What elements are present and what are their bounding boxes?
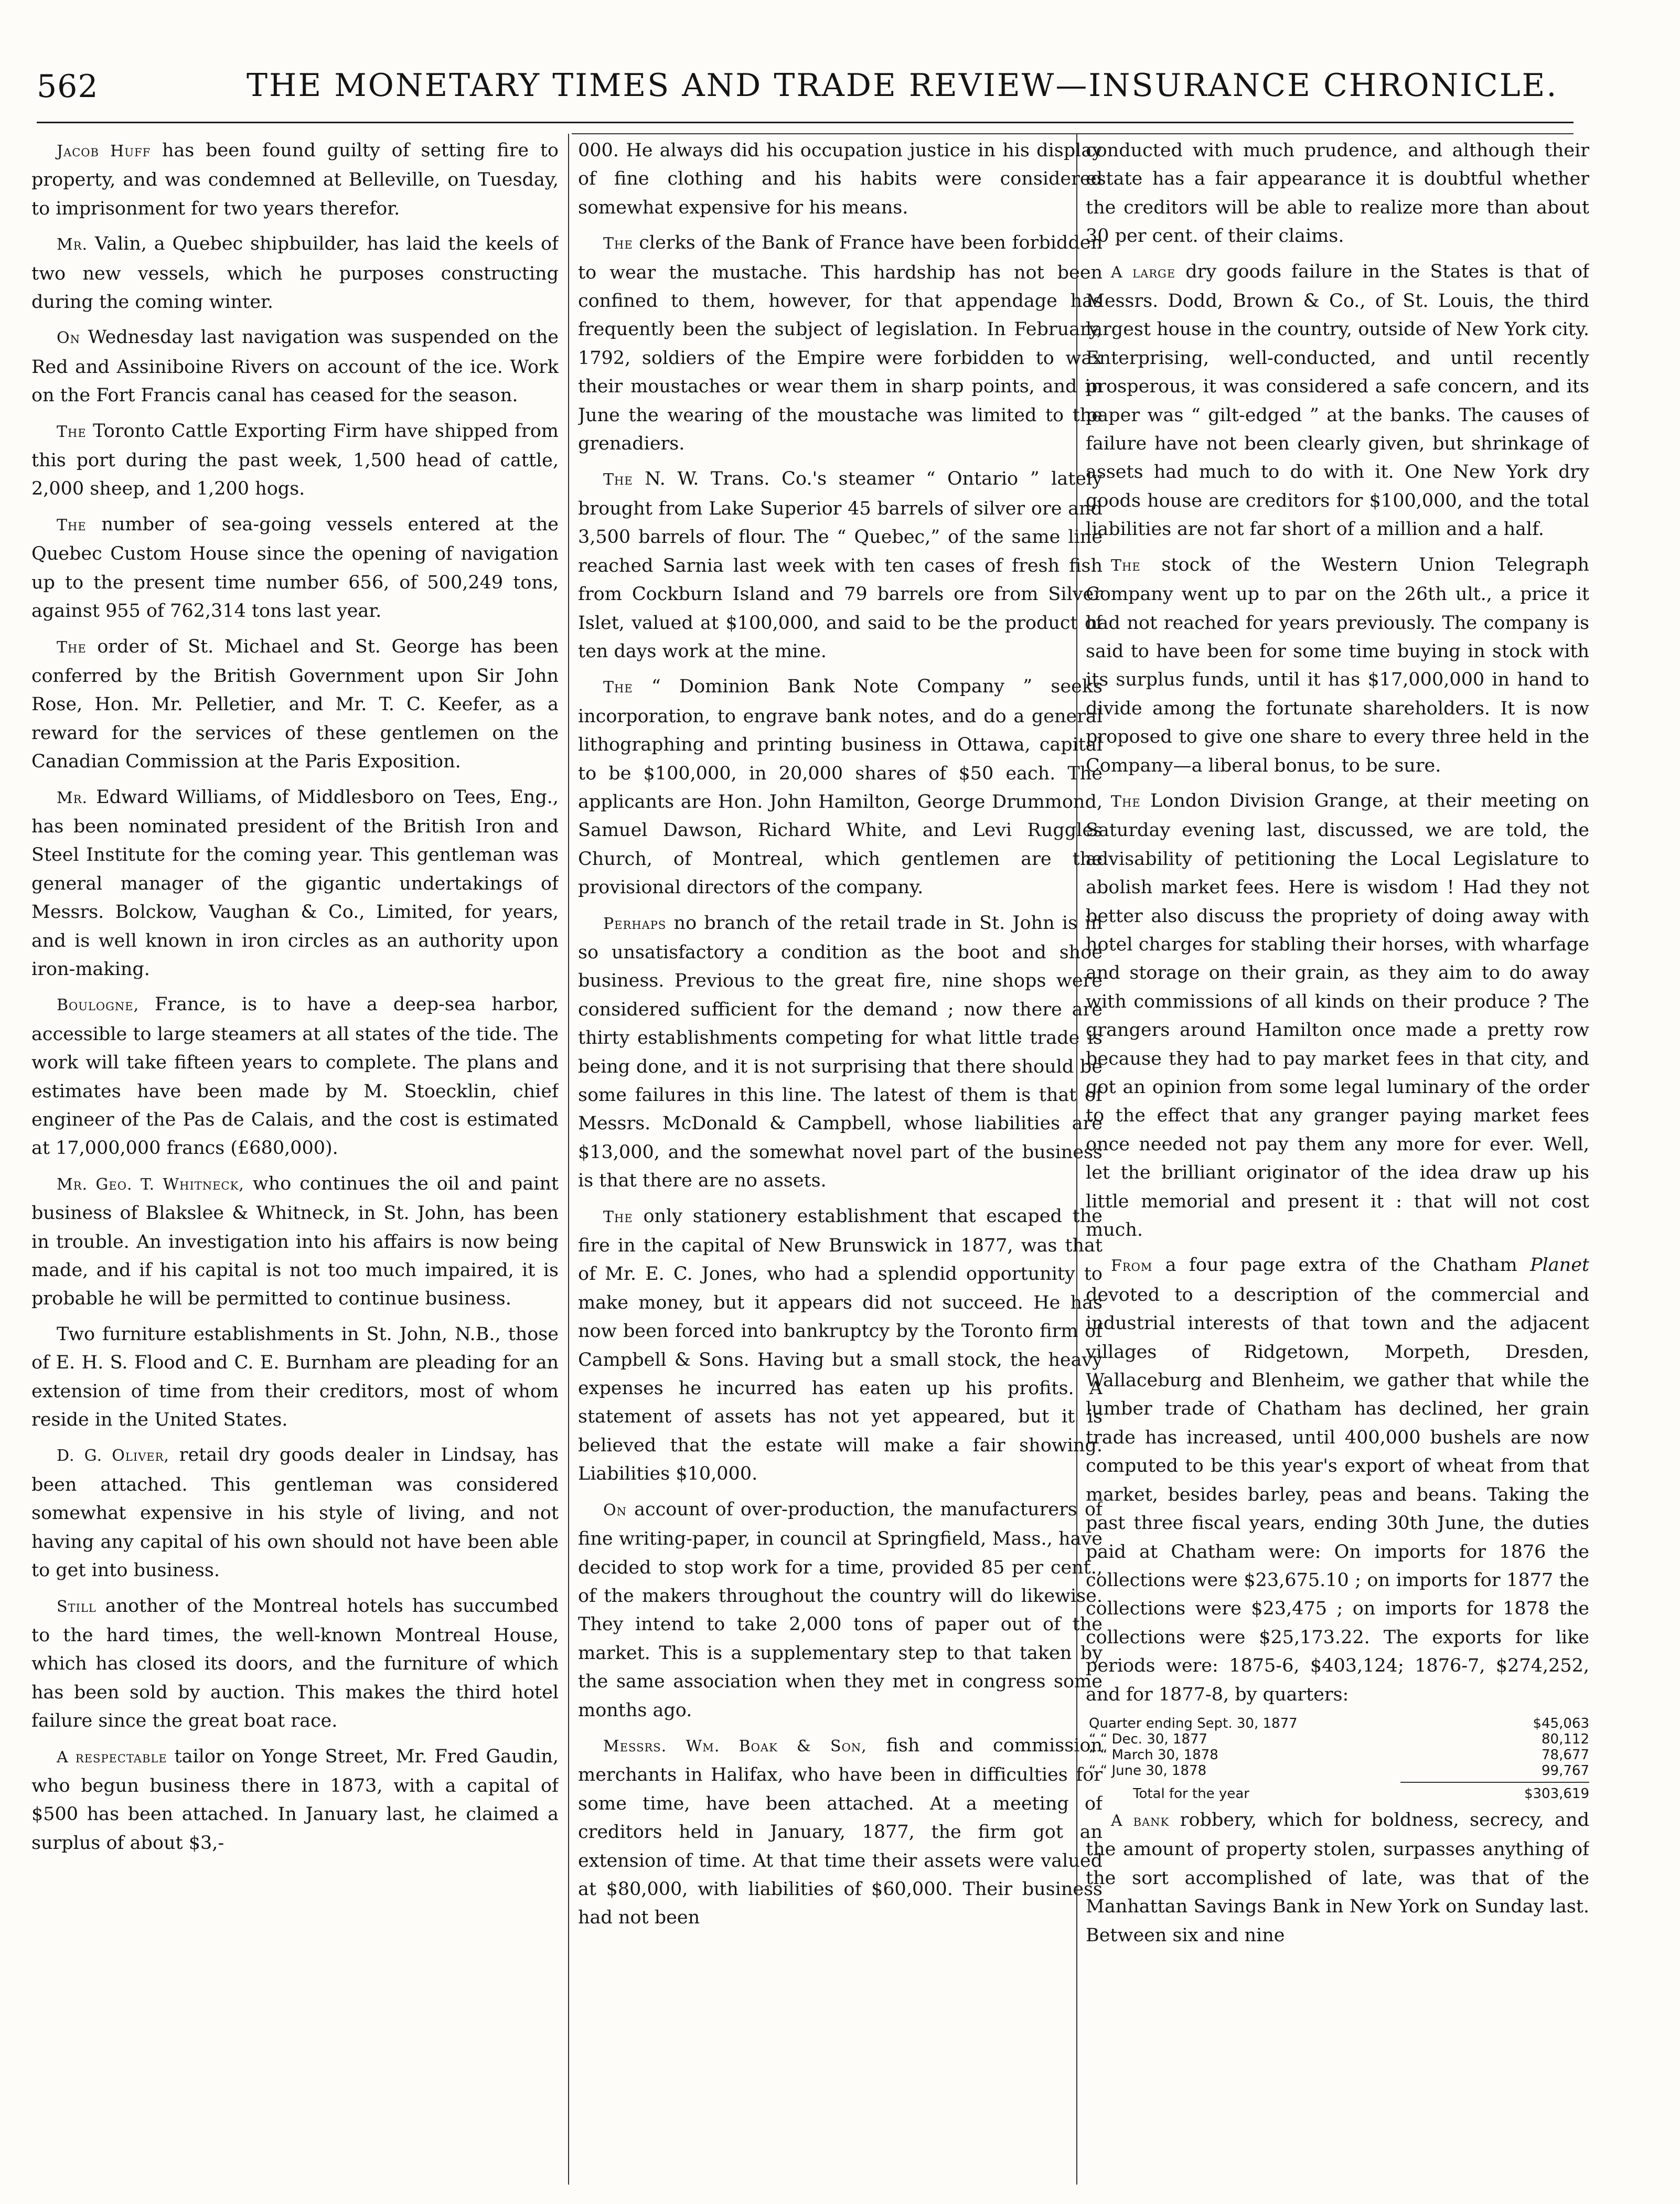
article-paragraph-chatham xyxy=(1086,1251,1589,1709)
lead-in: Mr. xyxy=(57,236,88,254)
column-divider xyxy=(568,134,569,2185)
column-3-paragraphs-a xyxy=(1086,136,1589,1244)
lead-in: The xyxy=(603,678,633,697)
article-paragraph xyxy=(578,909,1103,1195)
article-paragraph xyxy=(578,1202,1103,1489)
column-1 xyxy=(31,136,559,2182)
lead-in: Boulogne, xyxy=(57,996,140,1015)
table-row xyxy=(1086,1747,1589,1763)
paragraph-text: another of the Montreal hotels has succumbed to the hard times, the well-known Montreal House, which has closed its doors, and the furniture of which has been sold by auction. This makes the third hotel failure since the great boat race. xyxy=(31,1595,559,1732)
column-3 xyxy=(1086,136,1589,2182)
lead-in: On xyxy=(603,1501,627,1520)
lead-in: The xyxy=(603,234,633,253)
article-paragraph xyxy=(31,1592,559,1736)
article-paragraph xyxy=(578,465,1103,666)
article-paragraph xyxy=(1086,551,1589,780)
paragraph-text: account of over-production, the manufacturers of fine writing-paper, in council at Springfield, Mass., have decided to stop work for a time, provided 85 per cent., of the makers throughout the country will do likewise. They intend to take 2,000 tons of paper out of the market. This is a supplementary step to that taken by the same association when they met in congress some months ago. xyxy=(578,1499,1103,1721)
lead-in: The xyxy=(603,1207,633,1226)
paragraph-text: devoted to a description of the commercial and industrial interests of that town and the adjacent villages of Ridgetown, Morpeth, Dresden, Wallaceburg and Blenheim, we gather that while the lumber trade of Chatham has declined, her grain trade has increased, until 400,000 bushels are now computed to be this year's export of wheat from that market, besides barley, peas and beans. Taking the past three fiscal years, ending 30th June, the duties paid at Chatham were: On imports for 1876 the collections were $23,675.10 ; on imports for 1877 the collections were $23,475 ; on imports for 1878 the collections were $25,173.22. The exports for like periods were: 1875-6, $403,124; 1876-7, $274,252, and for 1877-8, by quarters: xyxy=(1086,1284,1589,1705)
header-rule xyxy=(37,122,1574,123)
quarter-label: Quarter ending Sept. 30, 1877 xyxy=(1089,1715,1298,1731)
paragraph-text: 000. He always did his occupation justice in his display of fine clothing and his habits were considered somewhat expensive for his means. xyxy=(578,140,1103,218)
paragraph-text: London Division Grange, at their meeting on Saturday evening last, discussed, we are told, the advisability of petitioning the Local Legislature to abolish market fees. Here is wisdom ! Had they not better also discuss the propriety of doing away with hotel charges for stabling their horses, with wharfage and storage on their grain, as they aim to do away with commissions of all kinds on their produce ? The grangers around Hamilton once made a pretty row because they had to pay market fees in that city, and got an opinion from some legal luminary of the order to the effect that any granger paying market fees once needed not pay them any more for ever. Well, let the brilliant originator of the idea draw up his little memorial and present it : that will not cost much. xyxy=(1086,790,1589,1241)
table-row xyxy=(1086,1731,1589,1747)
lead-in: The xyxy=(57,422,87,441)
lead-in: The xyxy=(57,516,87,534)
lead-in: Mr. Geo. T. Whitneck, xyxy=(57,1175,244,1194)
article-paragraph xyxy=(31,1170,559,1313)
lead-in: A bank xyxy=(1111,1811,1170,1830)
lead-in: The xyxy=(603,470,633,489)
lead-in: The xyxy=(1111,556,1141,575)
lead-in: A large xyxy=(1111,263,1176,282)
paragraph-text: order of St. Michael and St. George has been conferred by the British Government upon Sir John Rose, Hon. Mr. Pelletier, and Mr. T. C. Keefer, as a reward for the services of these gentlemen on the Canadian Commission at the Paris Exposition. xyxy=(31,636,559,773)
article-paragraph xyxy=(31,990,559,1162)
page-number: 562 xyxy=(37,68,99,105)
newspaper-name: Planet xyxy=(1530,1255,1589,1276)
lead-in: The xyxy=(1111,792,1141,811)
article-paragraph xyxy=(31,783,559,984)
lead-in: Perhaps xyxy=(603,914,667,933)
column-3-paragraphs-b xyxy=(1086,1806,1589,1950)
paragraph-text: France, is to have a deep-sea harbor, accessible to large steamers at all states of the tide. The work will take fifteen years to complete. The plans and estimates have been made by M. Stoecklin, chief engineer of the Pas de Calais, and the cost is estimated at 17,000,000 francs (£680,000). xyxy=(31,994,559,1159)
paragraph-text: tailor on Yonge Street, Mr. Fred Gaudin, who begun business there in 1873, with a capital of $500 has been attached. In January last, he claimed a surplus of about $3,- xyxy=(31,1746,559,1854)
article-paragraph xyxy=(578,672,1103,902)
article-paragraph xyxy=(1086,787,1589,1245)
article-paragraph xyxy=(578,136,1103,222)
lead-in: Messrs. Wm. Boak & Son, xyxy=(603,1737,867,1756)
article-paragraph xyxy=(31,633,559,776)
paragraph-text: conducted with much prudence, and although their estate has a fair appearance it is doubtful whether the creditors will be able to realize more than about 30 per cent. of their claims. xyxy=(1086,140,1589,247)
paragraph-text: number of sea-going vessels entered at the Quebec Custom House since the opening of navigation up to the present time number 656, of 500,249 tons, against 955 of 762,314 tons last year. xyxy=(31,513,559,622)
article-paragraph xyxy=(578,1495,1103,1725)
article-paragraph xyxy=(1086,136,1589,251)
article-paragraph xyxy=(1086,1806,1589,1950)
article-paragraph xyxy=(31,1320,559,1435)
article-paragraph xyxy=(31,1441,559,1585)
paragraph-text: “ Dominion Bank Note Company ” seeks incorporation, to engrave bank notes, and do a general lithographing and printing business in Ottawa, capital to be $100,000, in 20,000 shares of $50 each. The applicants are Hon. John Hamilton, George Drummond, Samuel Dawson, Richard White, and Levi Ruggles Church, of Montreal, which gentlemen are the provisional directors of the company. xyxy=(578,676,1103,898)
article-paragraph xyxy=(31,417,559,504)
page-title: THE MONETARY TIMES AND TRADE REVIEW—INSURANCE CHRONICLE. xyxy=(247,67,1558,104)
column-2 xyxy=(578,136,1103,2182)
paragraph-text: Edward Williams, of Middlesboro on Tees, Eng., has been nominated president of the British Iron and Steel Institute for the coming year. This gentleman was general manager of the gigantic undertakings of Messrs. Bolckow, Vaughan & Co., Limited, for years, and is well known in iron circles as an authority upon iron-making. xyxy=(31,786,559,980)
paragraph-text: no branch of the retail trade in St. John is in so unsatisfactory a condition as the boot and shoe business. Previous to the great fire, nine shops were considered sufficient for the demand ; now there are thirty establishments competing for what little trade is being done, and it is not surprising that there should be some failures in this line. The latest of them is that of Messrs. McDonald & Campbell, whose liabilities are $13,000, and the somewhat novel part of the business is that there are no assets. xyxy=(578,912,1103,1192)
paragraph-text: Valin, a Quebec shipbuilder, has laid the keels of two new vessels, which he purposes constructing during the coming winter. xyxy=(31,233,559,313)
quarter-value: 78,677 xyxy=(1542,1747,1589,1763)
total-value: $303,619 xyxy=(1524,1785,1589,1802)
lead-in: On xyxy=(57,329,80,348)
quarter-value: $45,063 xyxy=(1533,1715,1589,1731)
paragraph-text: robbery, which for boldness, secrecy, and the amount of property stolen, surpasses anything of the sort accomplished of late, was that of the Manhattan Savings Bank in New York on Sunday last. Between six and nine xyxy=(1086,1809,1589,1946)
exports-by-quarter-table xyxy=(1086,1716,1589,1779)
article-paragraph xyxy=(578,229,1103,458)
paragraph-text: who continues the oil and paint business of Blakslee & Whitneck, in St. John, has been in trouble. An investigation into his affairs is now being made, and if his capital is not too much impaired, it is probable he will be permitted to continue business. xyxy=(31,1173,559,1310)
lead-in: D. G. Oliver, xyxy=(57,1447,169,1465)
quarter-value: 80,112 xyxy=(1542,1731,1589,1747)
quarter-value: 99,767 xyxy=(1542,1762,1589,1779)
paragraph-text: N. W. Trans. Co.'s steamer “ Ontario ” lately brought from Lake Superior 45 barrels of silver ore and 3,500 barrels of flour. The “ Quebec,” of the same line reached Sarnia last week with ten cases of fresh fish from Cockburn Island and 79 barrels ore from Silver Islet, valued at $100,000, and said to be the product of ten days work at the mine. xyxy=(578,468,1103,662)
article-paragraph xyxy=(1086,258,1589,544)
lead-in: Mr. xyxy=(57,788,88,807)
article-paragraph xyxy=(31,1742,559,1858)
article-paragraph xyxy=(578,1731,1103,1932)
quarter-label: “ “ March 30, 1878 xyxy=(1089,1747,1218,1763)
quarter-label: “ “ June 30, 1878 xyxy=(1089,1762,1207,1779)
paragraph-text: fish and commission merchants in Halifax, who have been in difficulties for some time, have been attached. At a meeting of creditors held in January, 1877, the firm got an extension of time. At that time their assets were valued at $80,000, with liabilities of $60,000. Their business had not been xyxy=(578,1735,1103,1929)
total-rule xyxy=(1400,1782,1589,1783)
paragraph-text: Toronto Cattle Exporting Firm have shipped from this port during the past week, 1,500 head of cattle, 2,000 sheep, and 1,200 hogs. xyxy=(31,420,559,500)
lead-in: A respectable xyxy=(57,1748,167,1767)
lead-in: Still xyxy=(57,1597,97,1616)
article-paragraph xyxy=(31,136,559,223)
header-rule-secondary xyxy=(572,133,1574,134)
lead-in: Jacob Huff xyxy=(57,142,151,161)
paragraph-text: only stationery establishment that escaped the fire in the capital of New Brunswick in 1877, was that of Mr. E. C. Jones, who had a splendid opportunity to make money, but it appears did not succeed. He has now been forced into bankruptcy by the Toronto firm of Campbell & Sons. Having but a small stock, the heavy expenses he incurred has eaten up his profits. A statement of assets has not yet appeared, but it is believed that the estate will make a fair showing. Liabilities $10,000. xyxy=(578,1205,1103,1485)
paragraph-text: dry goods failure in the States is that of Messrs. Dodd, Brown & Co., of St. Louis, the third largest house in the country, outside of New York city. Enterprising, well-conducted, and until recently prosperous, it was considered a safe concern, and its paper was “ gilt-edged ” at the banks. The causes of failure have not been clearly given, but shrinkage of assets had much to do with it. One New York dry goods house are creditors for $100,000, and the total liabilities are not far short of a million and a half. xyxy=(1086,261,1589,540)
table-row xyxy=(1086,1763,1589,1779)
paragraph-text: Two furniture establishments in St. John, N.B., those of E. H. S. Flood and C. E. Burnham are pleading for an extension of time from their creditors, most of whom reside in the United States. xyxy=(31,1323,559,1431)
total-label: Total for the year xyxy=(1133,1785,1249,1802)
quarter-label: “ “ Dec. 30, 1877 xyxy=(1089,1731,1208,1747)
lead-in: The xyxy=(57,638,87,657)
article-paragraph xyxy=(31,230,559,316)
paragraph-text: has been found guilty of setting fire to property, and was condemned at Belleville, on Tuesday, to imprisonment for two years therefor. xyxy=(31,140,559,219)
lead-in: From xyxy=(1111,1257,1153,1276)
article-paragraph xyxy=(31,323,559,410)
table-row xyxy=(1086,1716,1589,1731)
article-paragraph xyxy=(31,510,559,626)
total-row xyxy=(1086,1785,1589,1803)
paragraph-text: Wednesday last navigation was suspended on the Red and Assiniboine Rivers on account of the ice. Work on the Fort Francis canal has ceased for the season. xyxy=(31,327,559,406)
paragraph-text: retail dry goods dealer in Lindsay, has been attached. This gentleman was considered somewhat expensive in his style of living, and not having any capital of his own should not have been able to get into business. xyxy=(31,1445,559,1581)
paragraph-text: a four page extra of the Chatham xyxy=(1152,1255,1531,1276)
paragraph-text: stock of the Western Union Telegraph Company went up to par on the 26th ult., a price it had not reached for years previously. The company is said to have been for some time buying in stock with its surplus funds, until it has $17,000,000 in hand to divide among the fortunate shareholders. It is now proposed to give one share to every three held in the Company—a liberal bonus, to be sure. xyxy=(1086,554,1589,776)
paragraph-text: clerks of the Bank of France have been forbidden to wear the mustache. This hardship has not been confined to them, however, for that appendage has frequently been the subject of legislation. In February, 1792, soldiers of the Empire were forbidden to wax their moustaches or wear them in sharp points, and in June the wearing of the moustache was limited to the grenadiers. xyxy=(578,232,1103,455)
